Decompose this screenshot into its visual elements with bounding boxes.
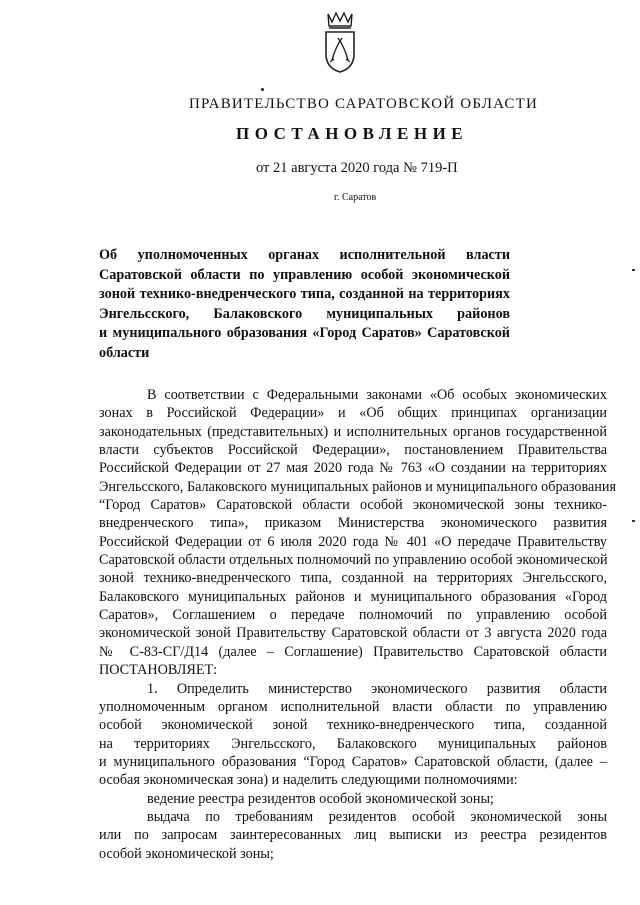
document-body: [99, 386, 617, 863]
clause-line: 1. Определить министерство экономического развития области: [147, 680, 607, 697]
preamble-line: В соответствии с Федеральными законами «Об особых экономических: [147, 387, 607, 403]
power-line: или по запросам заинтересованных лиц выписки из реестра резидентов: [99, 827, 607, 844]
preamble-line: экономической зоной Правительству Саратовской области от 3 августа 2020 года: [99, 625, 607, 642]
preamble-line: внедренческого типа», приказом Министерства экономического развития: [99, 515, 607, 532]
government-name: ПРАВИТЕЛЬСТВО САРАТОВСКОЙ ОБЛАСТИ: [189, 96, 539, 112]
preamble-line: зонах в Российской Федерации» и «Об общих принципах организации: [99, 405, 607, 422]
preamble-paragraph: [99, 386, 617, 680]
clause-line: уполномоченным органом исполнительной власти области по управлению: [99, 698, 607, 715]
clause-line: особой экономической зоной технико-внедренческого типа, созданной: [99, 717, 607, 734]
document-city: г. Саратов: [334, 192, 377, 203]
power-item: [99, 790, 607, 808]
margin-mark: [632, 269, 635, 271]
preamble-line: Российской Федерации от 27 мая 2020 года № 763 «О создании на территориях: [99, 460, 607, 477]
preamble-line: Российской Федерации от 6 июля 2020 года № 401 «О передаче Правительству: [99, 533, 607, 550]
preamble-line: законодательных (представительных) и исполнительных органов государственной: [99, 423, 607, 440]
margin-mark: [632, 520, 635, 522]
scan-speck: [261, 88, 264, 91]
preamble-line: № С-83-СГ/Д14 (далее – Соглашение) Правительство Саратовской области: [99, 643, 607, 660]
subject-line: зоной технико-внедренческого типа, созданной на территориях: [99, 286, 510, 303]
preamble-line: власти субъектов Российской Федерации», постановлением Правительства: [99, 442, 607, 459]
power-line: особой экономической зоны;: [99, 845, 274, 862]
document-type: ПОСТАНОВЛЕНИЕ: [236, 124, 469, 143]
clause-line: особая экономическая зона) и наделить следующими полномочиями:: [99, 772, 518, 789]
subject-line: области: [99, 344, 150, 361]
power-line: ведение реестра резидентов особой экономической зоны;: [147, 790, 494, 807]
subject-line: Саратовской области по управлению особой экономической: [99, 266, 510, 283]
power-line: выдача по требованиям резидентов особой экономической зоны: [147, 808, 607, 825]
saratov-coat-of-arms-icon: [320, 10, 360, 74]
subject-line: Энгельсского, Балаковского муниципальных районов: [99, 305, 510, 322]
subject-line: и муниципального образования «Город Саратов» Саратовской: [99, 325, 510, 342]
clause-line: и муниципального образования “Город Саратов» Саратовской области, (далее –: [99, 753, 607, 770]
preamble-line: зоной технико-внедренческого типа, созданной на территориях Энгельсского,: [99, 570, 607, 587]
preamble-line: “Город Саратов» Саратовской области особой экономической зоны технико-: [99, 497, 607, 514]
power-item: [99, 808, 607, 863]
document-subject: [99, 246, 510, 364]
subject-line: Об уполномоченных органах исполнительной власти: [99, 247, 510, 263]
preamble-line: Саратовской области отдельных полномочий по управлению особой экономической: [99, 552, 608, 569]
preamble-line: Энгельсского, Балаковского муниципальных районов и муниципального образования: [99, 478, 617, 495]
preamble-line: ПОСТАНОВЛЯЕТ:: [99, 662, 218, 679]
clause-line: на территориях Энгельсского, Балаковского муниципальных районов: [99, 735, 607, 752]
clause-1: [99, 680, 607, 790]
preamble-line: Балаковского муниципальных районов и муниципального образования «Город: [99, 588, 607, 605]
document-date: от 21 августа 2020 года № 719-П: [256, 160, 458, 176]
preamble-line: Саратов», Соглашением о передаче полномочий по управлению особой: [99, 607, 607, 624]
